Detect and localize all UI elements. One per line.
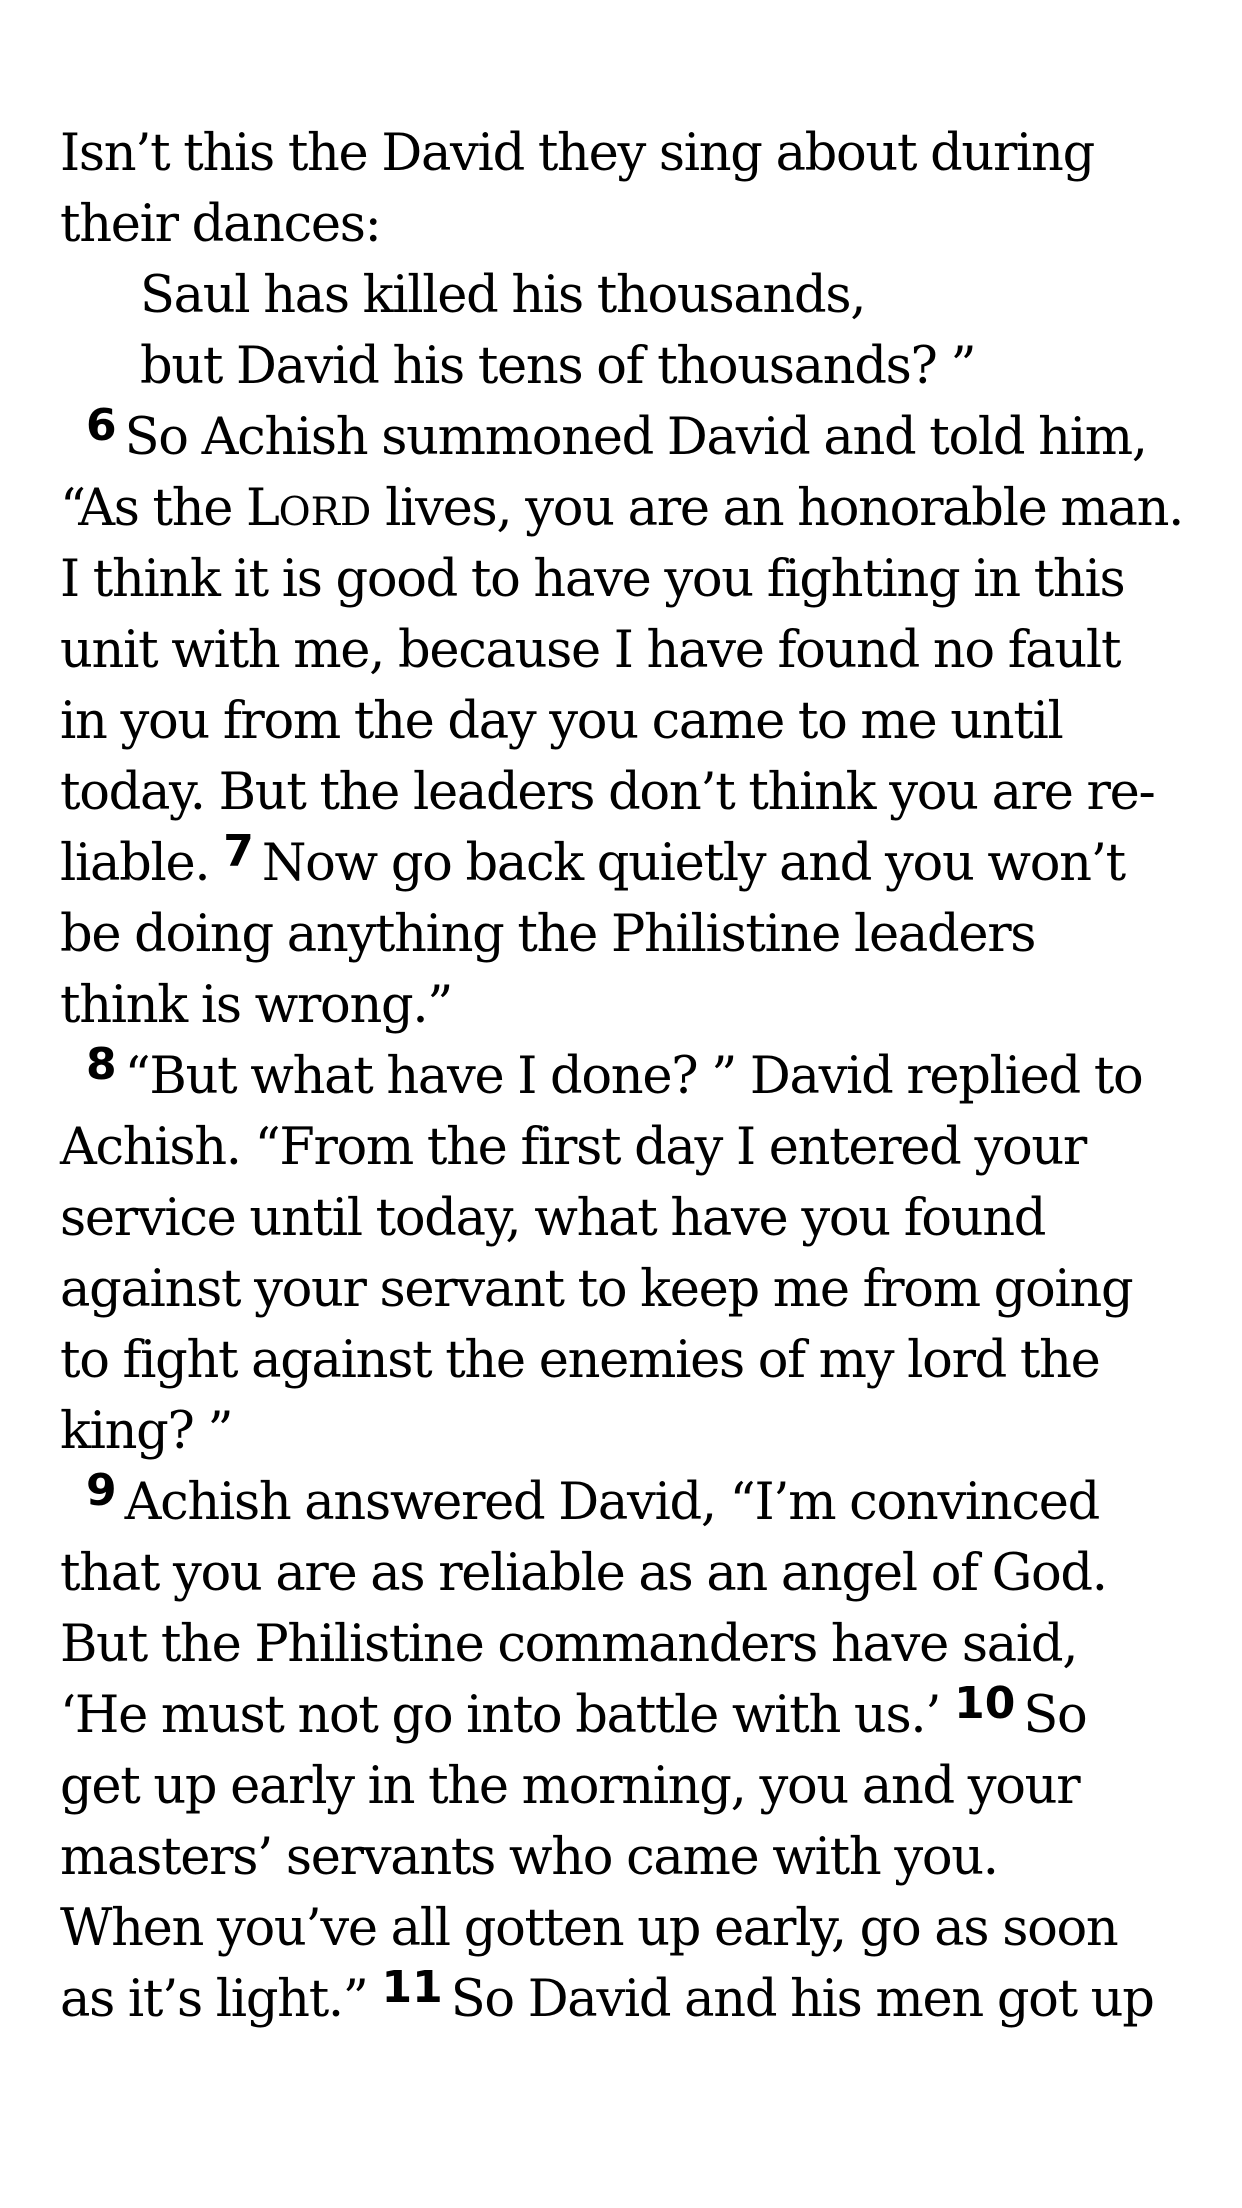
verse-number: 6 — [86, 400, 117, 451]
verse-number: 8 — [86, 1039, 117, 1090]
verse-text: “But what have I done? ” David replied to — [124, 1047, 1143, 1106]
text-fragment: liable. — [60, 834, 224, 893]
text-line: But the Philistine commanders have said, — [60, 1615, 1078, 1674]
poetry-line: but David his tens of thousands? ” — [140, 337, 976, 396]
verse-number: 11 — [381, 1962, 443, 2013]
text-line: to fight against the enemies of my lord the — [60, 1331, 1100, 1390]
text-line: their dances: — [60, 195, 381, 254]
text-line: today. But the leaders don’t think you are re- — [60, 763, 1155, 822]
text-fragment: So David and his men got up — [450, 1970, 1154, 2029]
text-fragment: as it’s light.” — [60, 1970, 382, 2029]
text-line — [60, 1680, 1210, 1751]
text-line: Isn’t this the David they sing about during — [60, 124, 1094, 183]
text-fragment: Now go back quietly and you won’t — [261, 834, 1125, 893]
text-line: against your servant to keep me from going — [60, 1260, 1133, 1319]
text-line: get up early in the morning, you and your — [60, 1757, 1080, 1816]
text-fragment: So — [1023, 1686, 1087, 1745]
text-fragment: “As the L — [60, 479, 279, 538]
verse-number: 9 — [86, 1465, 117, 1516]
verse-9 — [60, 1467, 1210, 1538]
text-line — [60, 828, 1210, 899]
text-fragment: lives, you are an honorable man. — [371, 479, 1184, 538]
text-line: king? ” — [60, 1402, 233, 1461]
poetry-line: Saul has killed his thousands, — [140, 266, 866, 325]
verse-6 — [60, 402, 1210, 473]
text-line: that you are as reliable as an angel of God. — [60, 1544, 1107, 1603]
verse-8 — [60, 1041, 1210, 1112]
text-line: in you from the day you came to me until — [60, 692, 1063, 751]
text-line: unit with me, because I have found no fault — [60, 621, 1121, 680]
scripture-text — [60, 118, 1210, 2035]
verse-text: Achish answered David, “I’m convinced — [124, 1473, 1099, 1532]
text-line: think is wrong.” — [60, 976, 453, 1035]
verse-number: 10 — [954, 1678, 1016, 1729]
text-line: When you’ve all gotten up early, go as soon — [60, 1899, 1118, 1958]
text-line: masters’ servants who came with you. — [60, 1828, 998, 1887]
text-line — [60, 1964, 1210, 2035]
text-line: Achish. “From the first day I entered your — [60, 1118, 1086, 1177]
text-fragment: ‘He must not go into battle with us.’ — [60, 1686, 955, 1745]
small-caps-lord: ORD — [278, 490, 372, 535]
text-line: be doing anything the Philistine leaders — [60, 905, 1036, 964]
text-line: I think it is good to have you fighting in this — [60, 550, 1125, 609]
verse-number: 7 — [223, 826, 254, 877]
text-line: service until today, what have you found — [60, 1189, 1046, 1248]
verse-text: So Achish summoned David and told him, — [124, 408, 1147, 467]
text-line — [60, 473, 1210, 544]
